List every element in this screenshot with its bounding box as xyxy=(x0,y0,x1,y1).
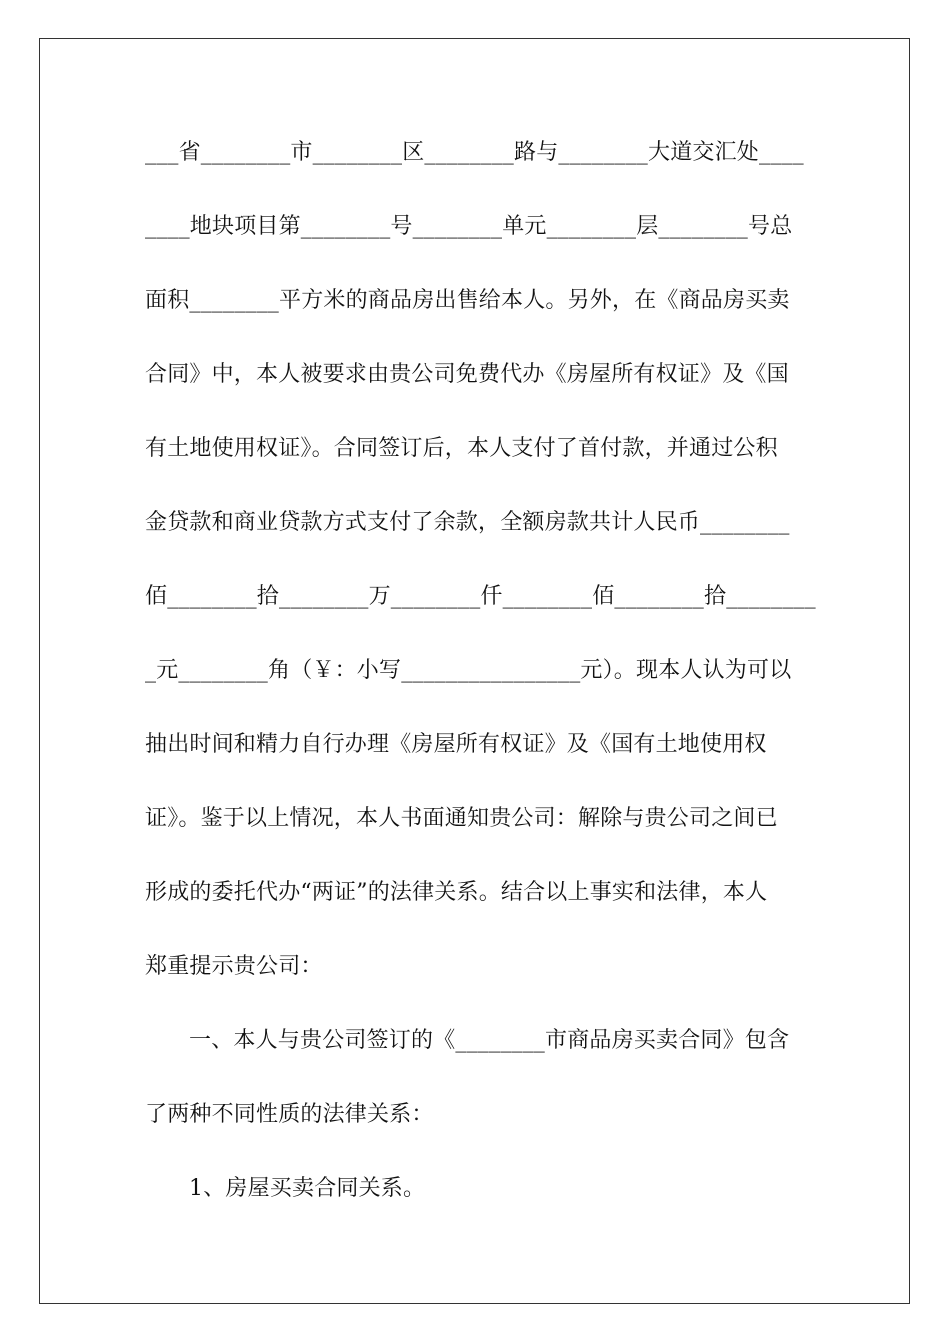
paragraph-line-10: 证》。鉴于以上情况，本人书面通知贵公司：解除与贵公司之间已 xyxy=(145,806,778,831)
paragraph-line-6: 金贷款和商业贷款方式支付了余款，全额房款共计人民币________ xyxy=(145,510,790,535)
paragraph-line-3: 面积________平方米的商品房出售给本人。另外，在《商品房买卖 xyxy=(145,288,790,313)
paragraph-line-5: 有土地使用权证》。合同签订后，本人支付了首付款，并通过公积 xyxy=(145,436,778,461)
paragraph-line-11: 形成的委托代办“两证”的法律关系。结合以上事实和法律，本人 xyxy=(145,880,768,905)
paragraph-line-2: ____地块项目第________号________单元________层________号总 xyxy=(145,214,793,239)
paragraph-line-1: ___省________市________区________路与________大道交汇处____ xyxy=(145,140,804,165)
paragraph-line-14: 了两种不同性质的法律关系： xyxy=(145,1102,434,1127)
section-heading-1: 一、本人与贵公司签订的《________市商品房买卖合同》包含 xyxy=(189,1028,790,1053)
paragraph-line-9: 抽出时间和精力自行办理《房屋所有权证》及《国有土地使用权 xyxy=(145,732,767,757)
paragraph-line-12: 郑重提示贵公司： xyxy=(145,954,323,979)
document-body xyxy=(145,128,816,1238)
paragraph-line-8: _元________角（￥：小写________________元）。现本人认为可以 xyxy=(145,658,792,683)
list-item-1: 1、房屋买卖合同关系。 xyxy=(189,1176,426,1201)
paragraph-line-4: 合同》中，本人被要求由贵公司免费代办《房屋所有权证》及《国 xyxy=(145,362,789,387)
paragraph-line-7: 佰________拾________万________仟________佰________拾________ xyxy=(145,584,816,609)
